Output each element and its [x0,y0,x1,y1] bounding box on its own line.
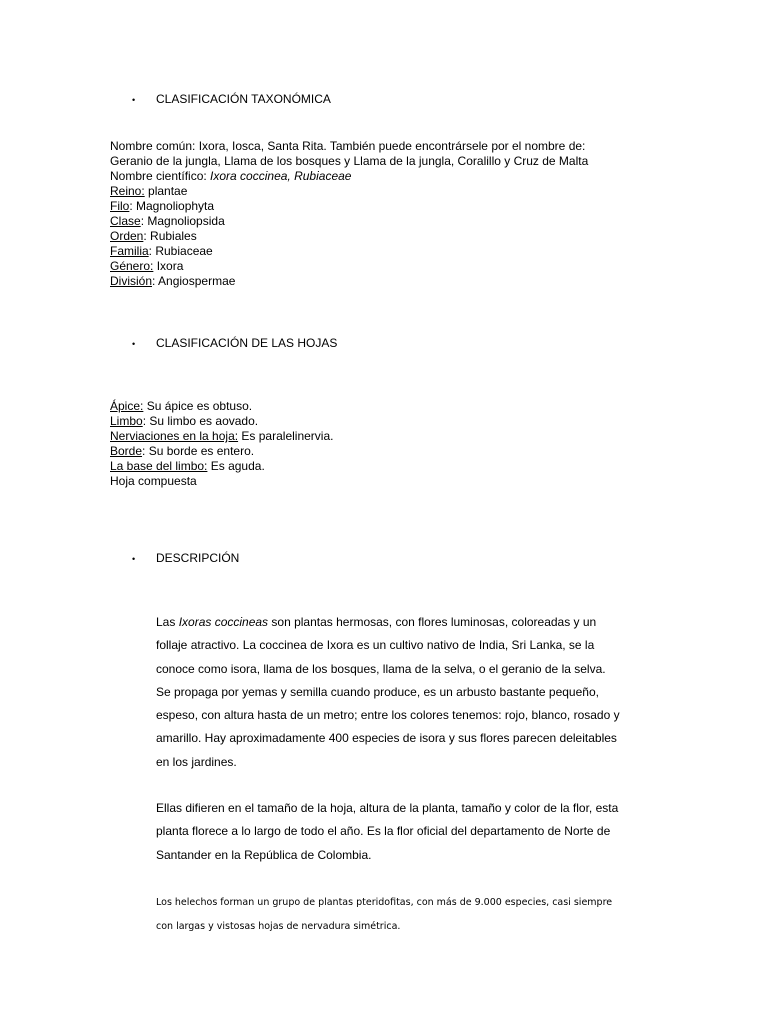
description-paragraph-2 [156,797,658,867]
common-name-line-2: Geranio de la jungla, Llama de los bosques y Llama de la jungla, Coralillo y Cruz de Malta [110,154,589,168]
paragraph-line: Se propaga por yemas y semilla cuando produce, es un arbusto bastante pequeño, [156,684,599,699]
leaf-value: Es aguda. [210,459,265,473]
taxonomy-row-clase [110,214,588,229]
taxonomy-row-reino [110,184,588,199]
paragraph-line: en los jardines. [156,754,237,769]
taxonomy-value: Ixora [156,259,184,273]
taxonomy-label: División [110,274,153,288]
scientific-name-line [110,169,588,184]
taxonomy-value: Magnoliophyta [136,199,215,213]
leaf-label: Limbo [110,414,143,428]
paragraph-line: Santander en la República de Colombia. [156,847,372,862]
taxonomy-label: Filo [110,199,130,213]
leaf-row-nerviaciones [110,429,333,444]
taxonomy-label: Reino: [110,184,145,198]
taxonomy-label: Familia [110,244,149,258]
taxonomy-value: Rubiales [150,229,197,243]
separator: : [148,244,156,258]
leaf-label: Ápice: [110,399,144,413]
section-title: CLASIFICACIÓN DE LAS HOJAS [156,336,338,350]
section-title: DESCRIPCIÓN [156,551,240,565]
section-heading-taxonomy [110,92,331,108]
bullet-icon: • [132,95,136,105]
separator: : [152,274,159,288]
taxonomy-value: Rubiaceae [155,244,213,258]
separator: : [143,229,151,243]
leaf-value: Su ápice es obtuso. [146,399,253,413]
taxonomy-value: Magnoliopsida [147,214,225,228]
paragraph-line: follaje atractivo. La coccinea de Ixora es un cultivo nativo de India, Sri Lanka, se la [156,638,595,653]
leaf-value: Su limbo es aovado. [149,414,259,428]
scientific-name-value: Ixora coccinea, Rubiaceae [210,169,352,183]
taxonomy-label: Género: [110,259,154,273]
separator: : [140,214,148,228]
separator: : [142,414,150,428]
leaf-row-borde [110,444,333,459]
paragraph-line: planta florece a lo largo de todo el año. Es la flor oficial del departamento de Norte de [156,824,611,839]
taxonomy-label: Clase [110,214,141,228]
taxonomy-label: Orden [110,229,144,243]
description-paragraph-3 [156,891,612,939]
leaf-value: Es paralelinervia. [241,429,334,443]
bullet-icon: • [132,339,136,349]
text-run: Las [156,615,179,629]
description-paragraph-1 [156,611,658,774]
leaf-label: La base del limbo: [110,459,208,473]
section-heading-leaves [110,336,337,352]
leaf-row-limbo [110,414,333,429]
taxonomy-row-filo [110,199,588,214]
taxonomy-row-division [110,274,588,289]
paragraph-line: espeso, con altura hasta de un metro; entre los colores tenemos: rojo, blanco, rosado y [156,708,620,723]
separator: : [142,444,149,458]
paragraph-line: Ellas difieren en el tamaño de la hoja, altura de la planta, tamaño y color de la flor, esta [156,801,619,815]
common-name-line-1: Nombre común: Ixora, Iosca, Santa Rita. También puede encontrársele por el nombre de: [110,139,586,153]
taxonomy-row-genero [110,259,588,274]
paragraph-line: amarillo. Hay aproximadamente 400 especies de isora y sus flores parecen deleitables [156,731,617,746]
leaf-value: Su borde es entero. [148,444,255,458]
paragraph-line: Los helechos forman un grupo de plantas pteridofitas, con más de 9.000 especies, casi siempre [156,897,613,908]
bullet-icon: • [132,554,136,564]
separator: : [129,199,137,213]
text-run: son plantas hermosas, con flores luminosas, coloreadas y un [268,615,597,629]
taxonomy-row-familia [110,244,588,259]
scientific-name-label: Nombre científico: [110,169,211,183]
species-name: Ixoras coccineas [178,615,269,629]
leaf-label: Borde [110,444,143,458]
section-title: CLASIFICACIÓN TAXONÓMICA [156,92,331,106]
leaves-block [110,399,333,489]
taxonomy-value: Angiospermae [158,274,236,288]
taxonomy-row-orden [110,229,588,244]
paragraph-line: conoce como isora, llama de los bosques, llama de la selva, o el geranio de la selva. [156,661,606,676]
leaf-row-base [110,459,333,474]
section-heading-description [110,551,239,567]
paragraph-line [156,611,658,634]
leaf-row-compuesta: Hoja compuesta [110,474,197,488]
paragraph-line: con largas y vistosas hojas de nervadura simétrica. [156,921,401,932]
taxonomy-value: plantae [148,184,188,198]
leaf-row-apice [110,399,333,414]
taxonomy-block [110,139,588,289]
leaf-label: Nerviaciones en la hoja: [110,429,239,443]
